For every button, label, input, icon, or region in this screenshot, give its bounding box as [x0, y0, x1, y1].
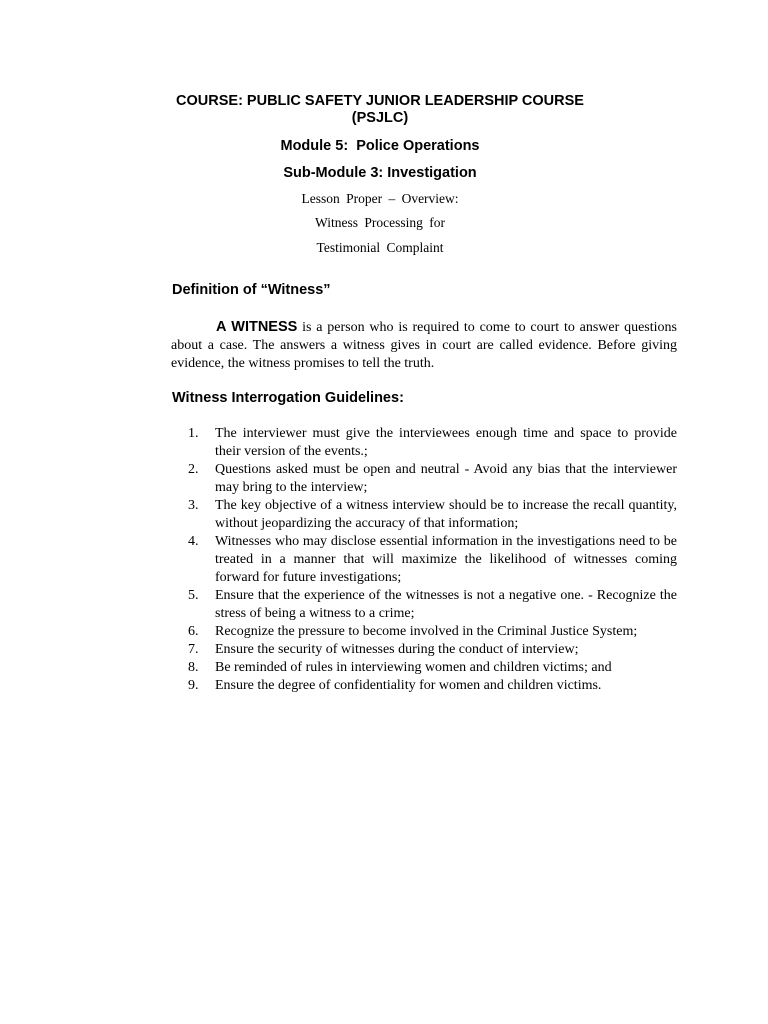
- list-item: [188, 623, 677, 641]
- guidelines-heading: Witness Interrogation Guidelines:: [172, 390, 404, 406]
- list-item-text: Be reminded of rules in interviewing women and children victims; and: [215, 660, 612, 675]
- list-item-number: 6.: [188, 624, 199, 639]
- definition-text: is a person who is required to come to court to answer questions about a case. The answers a witness gives in court are called evidence. Before giving evidence, the witness promises to tell the truth.: [171, 320, 677, 371]
- module-title: Module 5: Police Operations: [280, 138, 480, 154]
- list-item: [188, 641, 677, 659]
- list-item-number: 8.: [188, 660, 199, 675]
- list-item-number: 4.: [188, 534, 199, 549]
- list-item: [188, 659, 677, 677]
- definition-paragraph: [171, 318, 677, 373]
- definition-term: A WITNESS: [216, 319, 298, 335]
- list-item: [188, 587, 677, 623]
- list-item-text: Ensure that the experience of the witnesses is not a negative one. - Recognize the stress of being a witness to a crime;: [215, 588, 677, 621]
- list-item: [188, 677, 677, 695]
- lesson-line-3: Testimonial Complaint: [316, 240, 444, 255]
- list-item: [188, 533, 677, 587]
- guidelines-list: [188, 425, 677, 695]
- list-item-number: 2.: [188, 462, 199, 477]
- submodule-title: Sub-Module 3: Investigation: [283, 165, 477, 181]
- list-item: [188, 461, 677, 497]
- list-item-number: 5.: [188, 588, 199, 603]
- definition-heading: Definition of “Witness”: [172, 282, 331, 298]
- list-item-number: 3.: [188, 498, 199, 513]
- lesson-line-1: Lesson Proper – Overview:: [301, 191, 459, 206]
- course-title-line-2: (PSJLC): [351, 110, 409, 126]
- list-item-text: Questions asked must be open and neutral - Avoid any bias that the interviewer may bring to the interview;: [215, 462, 677, 495]
- course-title: [130, 93, 630, 127]
- list-item-text: Recognize the pressure to become involved in the Criminal Justice System;: [215, 624, 638, 639]
- list-item: [188, 425, 677, 461]
- list-item-text: Ensure the degree of confidentiality for women and children victims.: [215, 678, 602, 693]
- list-item: [188, 497, 677, 533]
- list-item-text: The interviewer must give the interviewees enough time and space to provide their version of the events.;: [215, 426, 677, 459]
- lesson-line-2: Witness Processing for: [315, 215, 445, 230]
- list-item-text: Ensure the security of witnesses during the conduct of interview;: [215, 642, 579, 657]
- list-item-number: 9.: [188, 678, 199, 693]
- list-item-number: 7.: [188, 642, 199, 657]
- list-item-text: The key objective of a witness interview should be to increase the recall quantity, without jeopardizing the accuracy of that information;: [215, 498, 677, 531]
- course-title-line-1: COURSE: PUBLIC SAFETY JUNIOR LEADERSHIP COURSE: [176, 93, 584, 109]
- list-item-text: Witnesses who may disclose essential information in the investigations need to be treated in a manner that will maximize the likelihood of witnesses coming forward for future investigations;: [215, 534, 677, 585]
- list-item-number: 1.: [188, 426, 199, 441]
